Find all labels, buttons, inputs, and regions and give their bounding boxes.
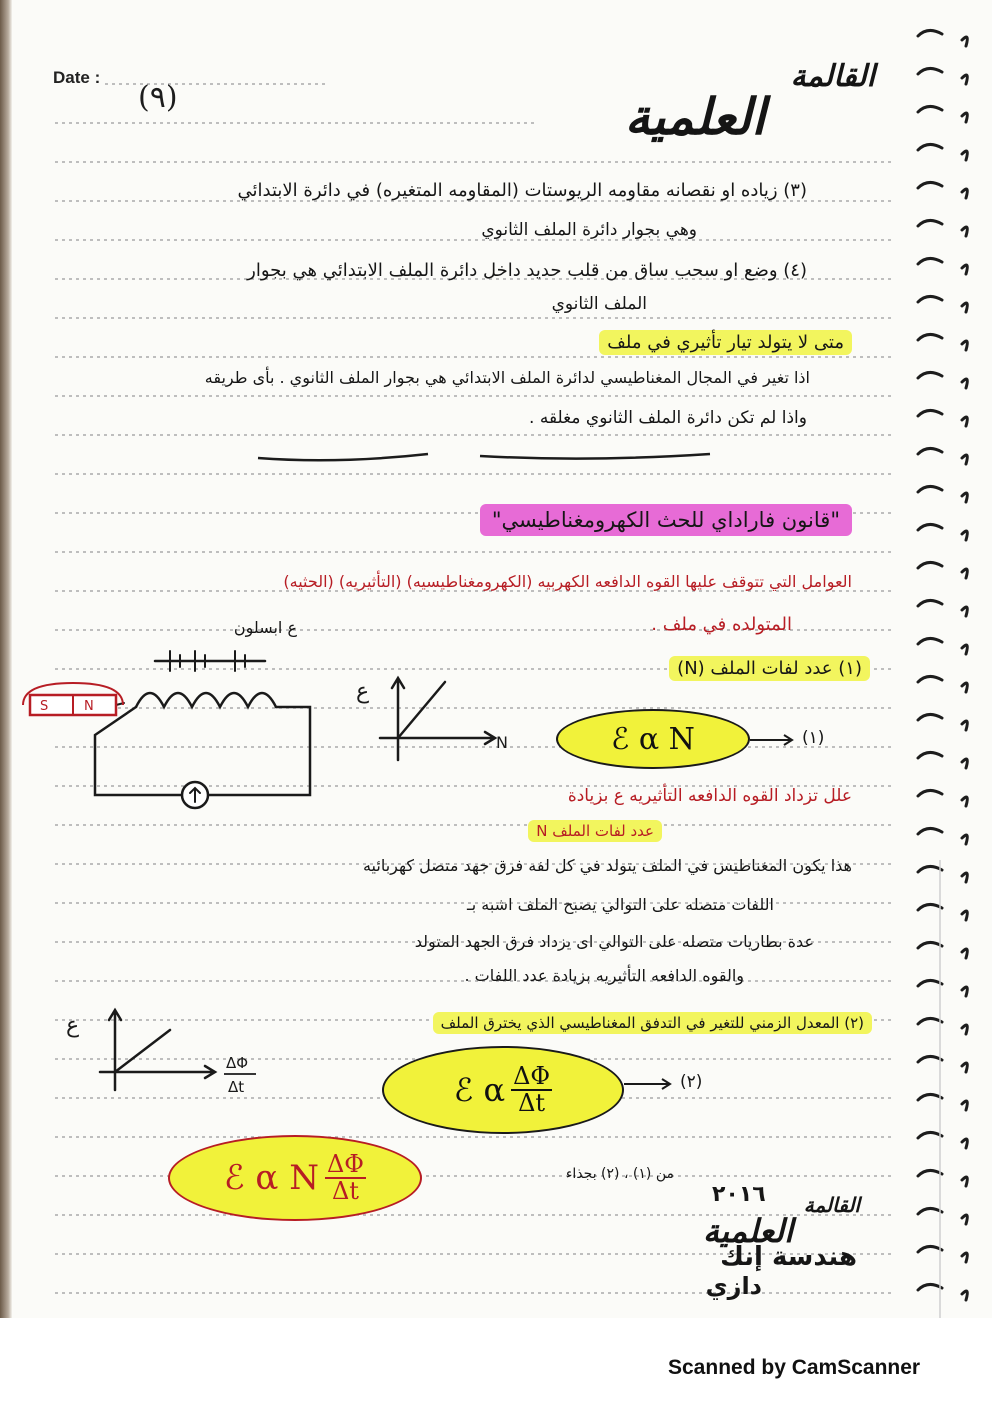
item-4-line2: الملف الثانوي — [551, 294, 647, 314]
factors-line2: المتولده في ملف . — [651, 614, 792, 635]
equation-2-ref: (٢) — [680, 1072, 703, 1092]
equation-2-num: ΔΦ — [513, 1061, 551, 1090]
item-3-line1: (٣) زياده او نقصانه مقاومه الريوستات (المقاومه المتغيره) في دائرة الابتدائي — [237, 180, 807, 201]
faraday-law-title: "قانون فاراداي للحث الكهرومغناطيسي" — [480, 504, 852, 536]
brand-logo-top — [505, 59, 885, 146]
graph1-y-label: ع — [356, 679, 370, 704]
why-question-line1: علل تزداد القوه الدافعه التأثيريه ع بزيادة — [567, 786, 852, 806]
question-answer-line2: واذا لم تكن دائرة الملف الثانوي مغلقه . — [529, 408, 807, 428]
equation-1: ℰ α N — [611, 721, 695, 757]
explanation-line2: اللفات متصله على التوالي يصبح الملف اشبه بـ — [467, 895, 774, 914]
magnet-s-label: S — [40, 699, 49, 714]
page-number: (٩) — [138, 80, 178, 115]
underline-strokes — [250, 440, 720, 470]
equation-1-ref: (١) — [802, 728, 825, 748]
combined-equation-fraction — [325, 1149, 366, 1205]
explanation-line4: والقوه الدافعه التأثيريه بزيادة عدد اللفات . — [464, 966, 744, 985]
combined-equation-num: ΔΦ — [326, 1149, 364, 1178]
equation-2-left: ℰ α — [453, 1071, 506, 1109]
bar-magnet — [23, 683, 123, 715]
graph2-y-label: ع — [66, 1013, 80, 1038]
question-heading: متى لا يتولد تيار تأثيري في ملف — [599, 330, 852, 355]
arrow-to-eq1-ref — [748, 730, 798, 750]
combined-equation-left: ℰ α N — [224, 1158, 319, 1198]
combine-note: من (١) ، (٢) بجذاء — [565, 1166, 674, 1182]
combined-equation-bubble — [168, 1135, 422, 1221]
engineer-name-line2: دازي — [705, 1272, 762, 1300]
footer-year: ٢٠١٦ — [712, 1182, 766, 1207]
logo-line1: القالمة — [790, 59, 875, 94]
equation-2-bubble — [382, 1046, 624, 1134]
graph2-x-num: ΔΦ — [226, 1054, 249, 1072]
coil-circuit-diagram — [20, 645, 330, 815]
question-answer-line1: اذا تغير في المجال المغناطيسي لدائرة الملف الابتدائي هي بجوار الملف الثانوي . بأى طريقه — [204, 368, 810, 387]
combined-equation-den: Δt — [331, 1177, 359, 1205]
item-3-line2: وهي بجوار دائرة الملف الثانوي — [481, 220, 697, 240]
why-question-line2: عدد لفات الملف N — [528, 820, 662, 842]
factor-1-turns: (١) عدد لفات الملف (N) — [669, 656, 870, 681]
footer-logo-line1: القالمة — [803, 1193, 860, 1217]
factors-line1: العوامل التي تتوقف عليها القوه الدافعه الكهربيه (الكهرومغناطيسيه) (التأثيريه) (الحثيه) — [283, 572, 852, 591]
footer-logo-line2: العلمية — [703, 1212, 793, 1250]
equation-2-fraction — [511, 1061, 552, 1117]
date-label: Date : — [53, 68, 101, 87]
scanner-watermark: Scanned by CamScanner — [668, 1356, 921, 1379]
logo-line2: العلمية — [624, 88, 766, 146]
explanation-line3: عدة بطاريات متصله على التوالي اى يزداد فرق الجهد المتولد — [414, 932, 814, 951]
graph2-x-den: Δt — [228, 1078, 245, 1096]
engineer-name-line1: هندسة إنك — [720, 1242, 857, 1272]
magnet-n-label: N — [84, 699, 94, 714]
spiral-binding — [900, 0, 992, 1318]
factor-2-flux-rate: (٢) المعدل الزمني للتغير في التدفق المغناطيسي الذي يخترق الملف — [433, 1012, 872, 1034]
graph-emf-vs-turns — [340, 668, 520, 768]
arrow-to-eq2-ref — [622, 1074, 677, 1094]
equation-1-bubble — [556, 709, 750, 769]
item-4-line1: (٤) وضع او سحب ساق من قلب حديد داخل دائرة الملف الابتدائي هي بجوار — [247, 260, 807, 281]
graph-emf-vs-flux-rate — [60, 1000, 290, 1100]
explanation-line1: هذا يكون المغناطيس في الملف يتولد في كل لفه فرق جهد متصل كهربائيه — [362, 856, 852, 875]
emf-symbol-note: ع ابسلون — [233, 618, 297, 637]
graph1-x-label: N — [496, 733, 508, 752]
page-left-edge — [0, 0, 12, 1318]
equation-2-den: Δt — [518, 1089, 546, 1117]
